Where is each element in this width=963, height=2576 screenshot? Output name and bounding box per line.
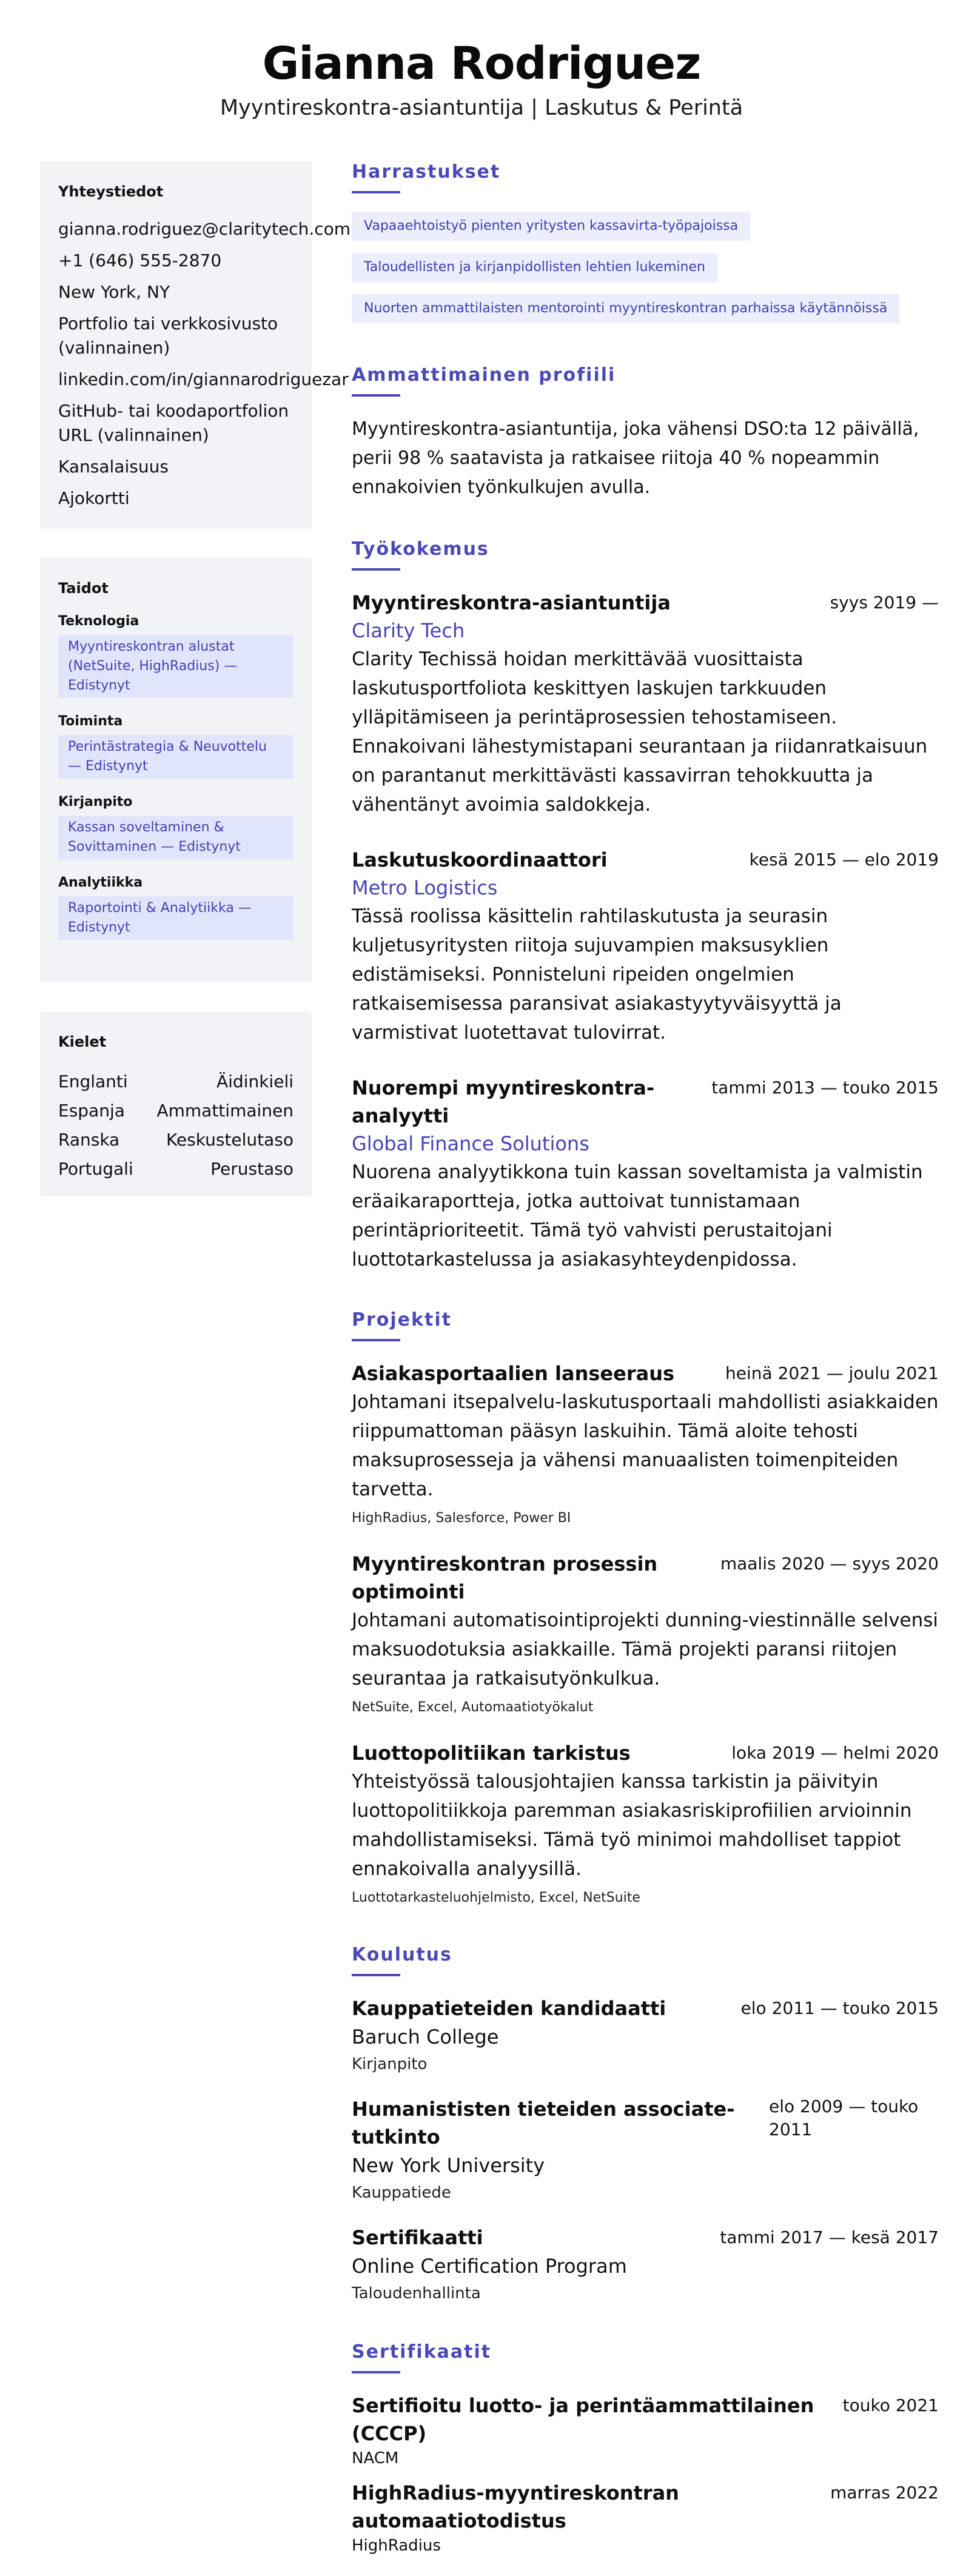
degree-school: New York University — [352, 2154, 545, 2177]
project-tech: HighRadius, Salesforce, Power BI — [352, 1511, 571, 1526]
degree-field: Taloudenhallinta — [352, 2284, 481, 2303]
job-title: Laskutuskoordinaattori — [352, 848, 608, 871]
job-title: Nuorempi myyntireskontra-analyytti — [352, 1076, 655, 1127]
contact-heading: Yhteystiedot — [58, 183, 164, 200]
job-company: Metro Logistics — [352, 876, 498, 899]
language-name: Ranska — [58, 1130, 120, 1150]
experience-section — [352, 538, 939, 1274]
hobby-chip: Nuorten ammattilaisten mentorointi myyntireskontran parhaissa käytännöissä — [352, 294, 899, 323]
education-entry — [352, 2224, 939, 2306]
language-row — [58, 1067, 294, 1096]
contact-email[interactable]: gianna.rodriguez@claritytech.com — [58, 219, 351, 239]
hobby-chip: Taloudellisten ja kirjanpidollisten lehtien lukeminen — [352, 253, 717, 282]
project-description: Johtamani itsepalvelu-laskutusportaali mahdollisti asiakkaiden riippumattoman pääsyn laskuihin. Tämä aloite tehosti maksuprosesseja ja vähensi manuaalisten toimenpiteiden tarvetta. — [352, 1391, 939, 1500]
contact-card — [40, 161, 351, 529]
contact-linkedin[interactable]: linkedin.com/in/giannarodriguezar — [58, 369, 349, 389]
project-title: Myyntireskontran prosessin optimointi — [352, 1552, 658, 1603]
certification-issuer: NACM — [352, 2449, 399, 2467]
language-name: Espanja — [58, 1101, 125, 1121]
job-description: Clarity Techissä hoidan merkittävää vuosittaista laskutusportfoliota keskittyen laskujen tarkkuuden ylläpitämiseen ja perintäprosessien tehostamiseen. Ennakoivani lähestymistapani seurantaan ja riidanratkaisuun on parantanut merkittävästi kassavirran tehokkuutta ja vähentänyt avoimia saldokkeja. — [352, 648, 928, 816]
skill-chip: Perintästrategia & Neuvottelu — Edistynyt — [58, 735, 294, 779]
project-description: Johtamani automatisointiprojekti dunning-viestinnälle selvensi maksuodotuksia asiakkaille. Tämä projekti paransi riitojen seurantaa ja ratkaisutyönkulkua. — [352, 1609, 939, 1689]
project-description: Yhteistyössä talousjohtajien kanssa tarkistin ja päivityin luottopolitiikkoja paremman asiakasriskiprofiilien arvioinnin mahdollistamiseksi. Tämä työ minimoi mahdolliset tappiot ennakoivalla analyysillä. — [352, 1771, 912, 1880]
section-underline — [352, 568, 400, 571]
experience-entry — [352, 846, 939, 1047]
profile-text: Myyntireskontra-asiantuntija, joka vähensi DSO:ta 12 päivällä, perii 98 % saatavista ja ratkaisee riitoja 40 % nopeammin ennakoivien työnkulkujen avulla. — [352, 418, 919, 498]
certification-date: marras 2022 — [830, 2483, 939, 2503]
degree-title: Kauppatieteiden kandidaatti — [352, 1997, 666, 2020]
job-date: syys 2019 — — [830, 592, 939, 612]
job-date: kesä 2015 — elo 2019 — [749, 850, 939, 870]
certification-date: touko 2021 — [842, 2395, 939, 2415]
contact-license: Ajokortti — [58, 488, 130, 508]
skill-group — [58, 875, 294, 940]
skill-category: Analytiikka — [58, 875, 143, 890]
job-date: tammi 2013 — touko 2015 — [711, 1078, 939, 1098]
language-name: Portugali — [58, 1159, 133, 1179]
job-description: Nuorena analyytikkona tuin kassan soveltamista ja valmistin eräaikaraportteja, jotka auttoivat tunnistamaan perintäprioriteetit. Tämä työ vahvisti perustaitojani luottotarkastelussa ja asiakasyhteydenpidossa. — [352, 1161, 923, 1270]
contact-portfolio[interactable]: Portfolio tai verkkosivusto (valinnainen) — [58, 314, 278, 358]
section-underline — [352, 1339, 400, 1341]
skill-category: Teknologia — [58, 614, 139, 629]
hobby-chip: Vapaaehtoistyö pienten yritysten kassavirta-työpajoissa — [352, 212, 750, 241]
project-entry — [352, 1360, 939, 1529]
degree-date: tammi 2017 — kesä 2017 — [720, 2227, 939, 2247]
degree-date: elo 2009 — touko 2011 — [769, 2096, 919, 2139]
languages-card — [40, 1011, 312, 1196]
certification-title: HighRadius-myyntireskontran automaatiotodistus — [352, 2481, 679, 2532]
degree-field: Kirjanpito — [352, 2055, 428, 2073]
language-row — [58, 1125, 294, 1155]
degree-title: Humanististen tieteiden associate-tutkinto — [352, 2098, 735, 2148]
language-level: Ammattimainen — [156, 1101, 294, 1121]
hobbies-section — [352, 161, 939, 335]
contact-github[interactable]: GitHub- tai koodaportfolion URL (valinnainen) — [58, 401, 289, 445]
language-level: Perustaso — [210, 1159, 294, 1179]
sidebar — [40, 161, 351, 1225]
certification-entry — [352, 2479, 939, 2557]
language-row — [58, 1096, 294, 1125]
project-title: Luottopolitiikan tarkistus — [352, 1742, 631, 1765]
languages-heading: Kielet — [58, 1033, 107, 1050]
project-entry — [352, 1739, 939, 1909]
skill-group — [58, 794, 294, 859]
certification-issuer: HighRadius — [352, 2537, 441, 2555]
certifications-heading: Sertifikaatit — [352, 2341, 492, 2363]
degree-school: Online Certification Program — [352, 2255, 627, 2278]
candidate-name: Gianna Rodriguez — [262, 38, 701, 90]
skill-group — [58, 714, 294, 779]
certifications-section — [352, 2341, 939, 2557]
projects-section — [352, 1309, 939, 1909]
section-underline — [352, 1974, 400, 1976]
job-company: Global Finance Solutions — [352, 1132, 589, 1155]
job-description: Tässä roolissa käsittelin rahtilaskutusta ja seurasin kuljetusyritysten riitoja sujuvampien maksusyklien edistämiseksi. Ponnisteluni ripeiden ongelmien ratkaisemisessa paransivat asiakastyytyväisyyttä ja varmistivat luotettavat tulovirrat. — [352, 905, 842, 1044]
skills-card — [40, 558, 312, 982]
education-section — [352, 1944, 939, 2306]
project-title: Asiakasportaalien lanseeraus — [352, 1362, 675, 1385]
project-date: maalis 2020 — syys 2020 — [720, 1554, 939, 1574]
certification-entry — [352, 2392, 939, 2469]
project-tech: NetSuite, Excel, Automaatiotyökalut — [352, 1700, 594, 1715]
skill-chip: Raportointi & Analytiikka — Edistynyt — [58, 896, 294, 940]
education-entry — [352, 1994, 939, 2077]
project-date: heinä 2021 — joulu 2021 — [725, 1363, 939, 1383]
project-tech: Luottotarkasteluohjelmisto, Excel, NetSuite — [352, 1890, 640, 1905]
job-company: Clarity Tech — [352, 619, 465, 642]
skill-chip: Kassan soveltaminen & Sovittaminen — Edistynyt — [58, 816, 294, 859]
experience-heading: Työkokemus — [352, 538, 489, 560]
skill-group — [58, 614, 294, 698]
degree-title: Sertifikaatti — [352, 2226, 483, 2249]
section-underline — [352, 2371, 400, 2373]
section-underline — [352, 191, 400, 193]
candidate-title: Myyntireskontra-asiantuntija | Laskutus & Perintä — [220, 96, 743, 120]
degree-field: Kauppatiede — [352, 2184, 451, 2202]
education-heading: Koulutus — [352, 1944, 452, 1965]
projects-heading: Projektit — [352, 1309, 452, 1330]
contact-phone: +1 (646) 555-2870 — [58, 250, 222, 270]
contact-citizenship: Kansalaisuus — [58, 457, 169, 477]
degree-date: elo 2011 — touko 2015 — [740, 1998, 939, 2018]
education-entry — [352, 2095, 939, 2205]
language-row — [58, 1155, 294, 1184]
experience-entry — [352, 589, 939, 819]
language-level: Keskustelutaso — [166, 1130, 294, 1150]
section-underline — [352, 394, 400, 397]
profile-heading: Ammattimainen profiili — [352, 364, 616, 386]
profile-section — [352, 364, 939, 502]
skill-chip: Myyntireskontran alustat (NetSuite, HighRadius) — Edistynyt — [58, 635, 294, 698]
language-level: Äidinkieli — [216, 1072, 294, 1092]
skills-heading: Taidot — [58, 580, 109, 597]
contact-location: New York, NY — [58, 282, 170, 302]
project-entry — [352, 1550, 939, 1719]
resume-header — [0, 36, 963, 122]
language-name: Englanti — [58, 1072, 128, 1092]
certification-title: Sertifioitu luotto- ja perintäammattilainen (CCCP) — [352, 2394, 814, 2445]
skill-category: Toiminta — [58, 714, 123, 729]
degree-school: Baruch College — [352, 2025, 499, 2048]
hobbies-heading: Harrastukset — [352, 161, 501, 183]
skill-category: Kirjanpito — [58, 794, 133, 810]
main-column — [352, 161, 939, 2557]
job-title: Myyntireskontra-asiantuntija — [352, 591, 671, 614]
project-date: loka 2019 — helmi 2020 — [731, 1743, 939, 1763]
experience-entry — [352, 1074, 939, 1274]
